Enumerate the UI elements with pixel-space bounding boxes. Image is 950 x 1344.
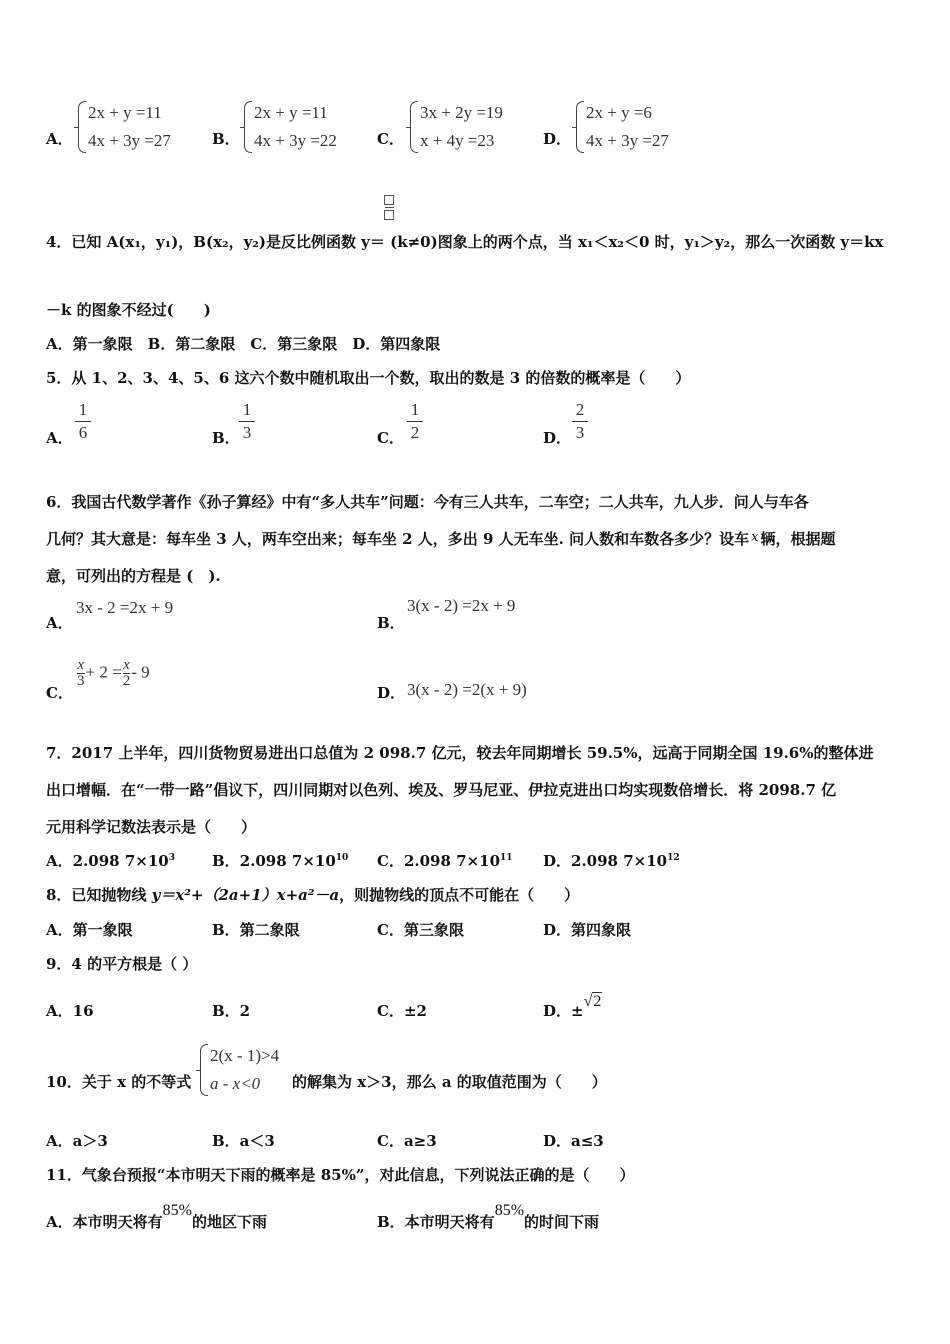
q4-fraction-placeholder-icon — [384, 193, 394, 221]
q3-option-c-label: C． — [377, 130, 404, 148]
q6-option-c-eq — [76, 658, 150, 689]
q8-option-b: B．第二象限 — [212, 921, 300, 939]
q6-option-b-eq: 3(x - 2) =2x + 9 — [407, 596, 516, 615]
q5-stem: 5．从 1、2、3、4、5、6 这六个数中随机取出一个数，取出的数是 3 的倍数的概率是（ ） — [46, 369, 691, 387]
q6-option-a-label: A． — [46, 614, 73, 632]
q9-option-d — [543, 993, 602, 1021]
q9-d-radicand: 2 — [593, 993, 602, 1010]
q3-option-c-system — [410, 99, 503, 155]
q6-c-d2: 2 — [122, 673, 131, 689]
q11-option-a — [46, 1202, 267, 1232]
q6-c-x2: x — [123, 657, 130, 673]
q6-stem-line2 — [46, 528, 835, 549]
q7-stem-line3: 元用科学记数法表示是（ ） — [46, 818, 257, 836]
sqrt-icon: √2 — [583, 993, 602, 1010]
q3-option-b-label: B． — [212, 130, 240, 148]
q6-option-a-eq: 3x - 2 =2x + 9 — [76, 598, 174, 617]
q7-option-b — [212, 850, 348, 871]
q7-d-exp: 12 — [667, 853, 680, 863]
q3-option-a-system — [78, 99, 171, 155]
q6-c-x1: x — [77, 657, 85, 673]
q3-option-d-system — [576, 99, 669, 155]
q7-option-c — [377, 850, 513, 871]
q6-line2-var: x — [751, 530, 759, 545]
q10-eq1: 2(x - 1)>4 — [210, 1046, 280, 1065]
q11-b-post: 的时间下雨 — [524, 1213, 600, 1231]
q3-c-eq1: 3x + 2y =19 — [420, 103, 503, 122]
q10-eq2: a - x<0 — [210, 1074, 261, 1093]
q5-a-num: 1 — [78, 400, 88, 419]
q9-option-b: B．2 — [212, 1002, 251, 1020]
q6-line2-part2: 辆，根据题 — [760, 530, 836, 548]
q8-option-c: C．第三象限 — [377, 921, 464, 939]
q3-a-eq2: 4x + 3y =27 — [88, 131, 171, 150]
q3-option-b-system — [244, 99, 337, 155]
q3-option-d-label: D． — [543, 130, 572, 148]
q4-options: A．第一象限 B．第二象限 C．第三象限 D．第四象限 — [46, 335, 441, 353]
q7-stem-line1: 7．2017 上半年，四川货物贸易进出口总值为 2 098.7 亿元，较去年同期增长 59.5%，远高于同期全国 19.6%的整体进 — [46, 744, 874, 762]
q5-c-den: 2 — [410, 423, 420, 442]
q11-stem: 11．气象台预报“本市明天下雨的概率是 85%”，对此信息，下列说法正确的是（ ） — [46, 1166, 635, 1184]
q5-option-b-fraction — [239, 400, 255, 443]
q5-b-num: 1 — [242, 400, 252, 419]
q8-post: ，则抛物线的顶点不可能在（ ） — [339, 886, 580, 904]
q8-option-d: D．第四象限 — [543, 921, 632, 939]
q5-d-den: 3 — [575, 423, 585, 442]
q3-a-eq1: 2x + y =11 — [88, 103, 162, 122]
q7-b-label: B． — [212, 852, 240, 870]
q6-option-d-label: D． — [377, 684, 406, 702]
q6-line2-part1: 几何？其大意是：每车坐 3 人，两车空出来；每车坐 2 人，多出 9 人无车坐. 问人数和车数各多少？设车 — [46, 530, 750, 548]
q8-equation: y＝x²+（2a+1）x+a²－a — [151, 886, 340, 904]
q11-b-pct: 85% — [494, 1202, 525, 1219]
q6-c-mid: + 2 = — [85, 662, 122, 682]
q6-c-tail: - 9 — [131, 662, 150, 682]
q5-c-num: 1 — [410, 400, 420, 419]
q10-option-b: B．a＜3 — [212, 1132, 275, 1150]
q9-option-a: A．16 — [46, 1002, 94, 1020]
q5-option-a-label: A． — [46, 429, 73, 447]
q7-d-label: D． — [543, 852, 572, 870]
q6-option-b-label: B． — [377, 614, 405, 632]
q5-option-b-label: B． — [212, 429, 240, 447]
q3-option-a-label: A． — [46, 130, 73, 148]
q5-option-d-label: D． — [543, 429, 572, 447]
q10-stem-post: 的解集为 x＞3，那么 a 的取值范围为（ ） — [292, 1073, 607, 1091]
q11-a-pre: A．本市明天将有 — [46, 1213, 163, 1231]
q5-b-den: 3 — [242, 423, 252, 442]
q8-option-a: A．第一象限 — [46, 921, 133, 939]
q6-stem-line1: 6．我国古代数学著作《孙子算经》中有“多人共车”问题：今有三人共车，二车空；二人共车，九人步．问人与车各 — [46, 493, 809, 511]
q8-stem — [46, 884, 579, 905]
q5-option-c-label: C． — [377, 429, 404, 447]
q11-a-post: 的地区下雨 — [191, 1213, 267, 1231]
q11-b-pre: B．本市明天将有 — [377, 1213, 495, 1231]
q5-option-a-fraction — [75, 400, 91, 443]
q10-option-a: A．a＞3 — [46, 1132, 108, 1150]
q5-a-den: 6 — [78, 423, 88, 442]
q9-option-c: C．±2 — [377, 1002, 427, 1020]
q7-b-base: 2.098 7×10 — [239, 852, 336, 870]
q7-option-d — [543, 850, 680, 871]
q10-inequality-system — [200, 1042, 279, 1098]
q9-d-label: D．± — [543, 1002, 584, 1020]
q6-c-d1: 3 — [77, 673, 85, 689]
q7-option-a — [46, 850, 175, 871]
q3-d-eq2: 4x + 3y =27 — [586, 131, 669, 150]
q7-a-label: A． — [46, 852, 73, 870]
q3-d-eq1: 2x + y =6 — [586, 103, 652, 122]
q10-option-c: C．a≥3 — [377, 1132, 437, 1150]
q3-b-eq1: 2x + y =11 — [254, 103, 328, 122]
q9-stem: 9．4 的平方根是（ ） — [46, 955, 198, 973]
q11-option-b — [377, 1202, 600, 1232]
q10-option-d: D．a≤3 — [543, 1132, 604, 1150]
q7-b-exp: 10 — [335, 853, 349, 863]
q5-d-num: 2 — [575, 400, 585, 419]
q5-option-c-fraction — [407, 400, 423, 443]
q11-a-pct: 85% — [162, 1202, 192, 1219]
q10-stem-pre: 10．关于 x 的不等式 — [46, 1073, 192, 1091]
q7-a-base: 2.098 7×10 — [72, 852, 169, 870]
q7-a-exp: 3 — [168, 853, 175, 863]
q7-d-base: 2.098 7×10 — [571, 852, 668, 870]
q8-pre: 8．已知抛物线 — [46, 886, 152, 904]
q7-c-label: C． — [377, 852, 404, 870]
q6-option-d-eq: 3(x - 2) =2(x + 9) — [407, 680, 527, 699]
q3-c-eq2: x + 4y =23 — [420, 131, 495, 150]
q7-stem-line2: 出口增幅．在“一带一路”倡议下，四川同期对以色列、埃及、罗马尼亚、伊拉克进出口均实现数倍增长．将 2098.7 亿 — [46, 781, 837, 799]
q4-stem-line1: 4．已知 A(x₁，y₁)，B(x₂，y₂)是反比例函数 y＝ (k≠0)图象上的两个点，当 x₁＜x₂＜0 时，y₁＞y₂，那么一次函数 y＝kx — [46, 233, 884, 251]
q7-c-exp: 11 — [500, 853, 513, 863]
q5-option-d-fraction — [572, 400, 588, 443]
q4-stem-line2: －k 的图象不经过( ) — [46, 301, 211, 319]
q3-b-eq2: 4x + 3y =22 — [254, 131, 337, 150]
q7-c-base: 2.098 7×10 — [403, 852, 501, 870]
q6-stem-line3: 意，可列出的方程是 ( ). — [46, 567, 221, 585]
q6-option-c-label: C． — [46, 684, 73, 702]
